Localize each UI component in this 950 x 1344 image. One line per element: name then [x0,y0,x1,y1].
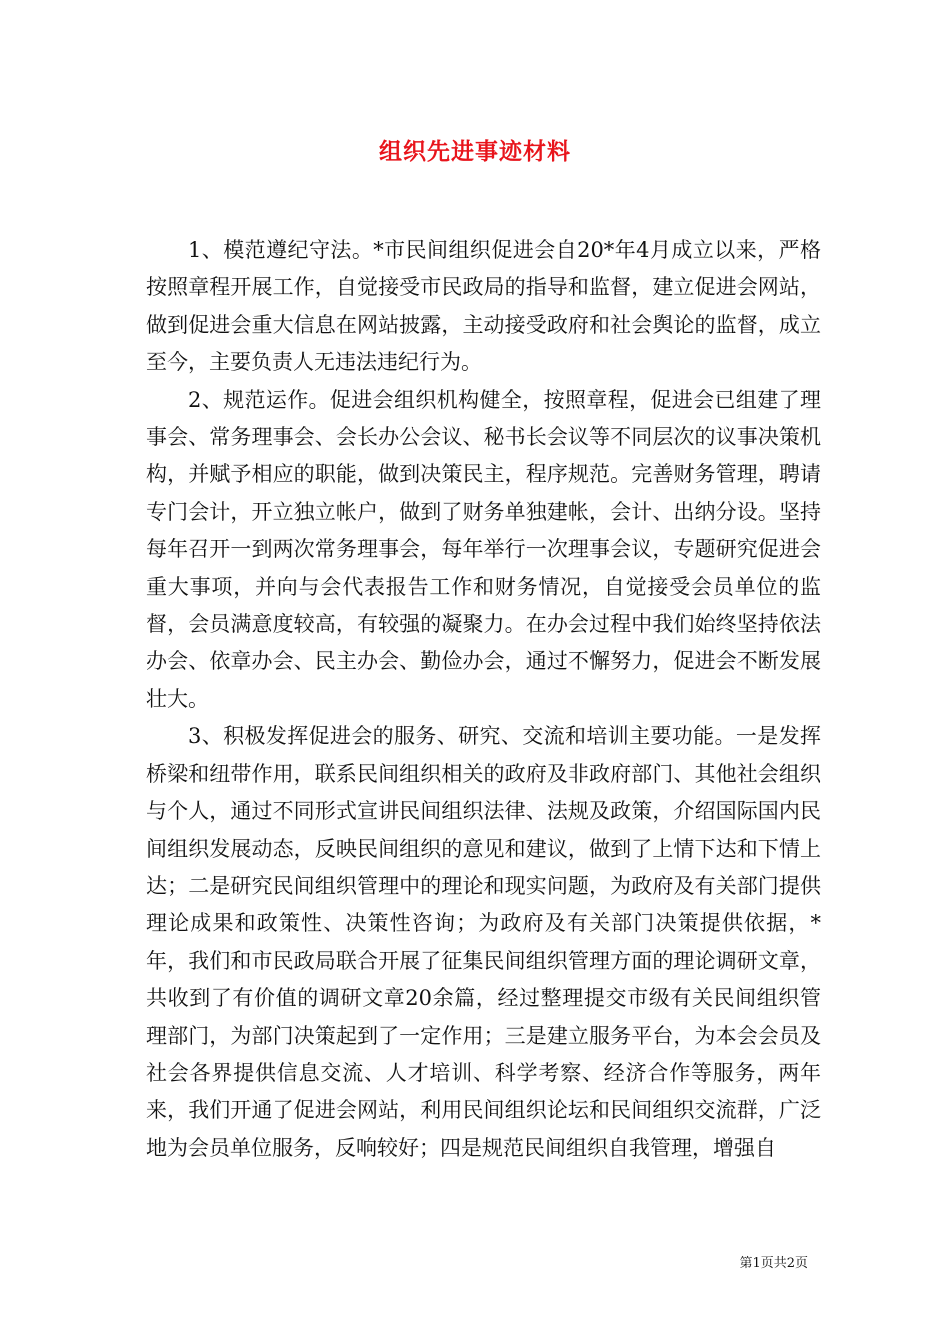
paragraph-3: 3、积极发挥促进会的服务、研究、交流和培训主要功能。一是发挥桥梁和纽带作用，联系民间组织相关的政府及非政府部门、其他社会组织与个人，通过不同形式宣讲民间组织法律、法规及政策，介绍国际国内民间组织发展动态，反映民间组织的意见和建议，做到了上情下达和下情上达；二是研究民间组织管理中的理论和现实问题，为政府及有关部门提供理论成果和政策性、决策性咨询；为政府及有关部门决策提供依据，*年，我们和市民政局联合开展了征集民间组织管理方面的理论调研文章，共收到了有价值的调研文章20余篇，经过整理提交市级有关民间组织管理部门，为部门决策起到了一定作用；三是建立服务平台，为本会会员及社会各界提供信息交流、人才培训、科学考察、经济合作等服务，两年来，我们开通了促进会网站，利用民间组织论坛和民间组织交流群，广泛地为会员单位服务，反响较好；四是规范民间组织自我管理，增强自 [146,724,821,1160]
paragraph-2: 2、规范运作。促进会组织机构健全，按照章程，促进会已组建了理事会、常务理事会、会长办公会议、秘书长会议等不同层次的议事决策机构，并赋予相应的职能，做到决策民主，程序规范。完善财务管理，聘请专门会计，开立独立帐户，做到了财务单独建帐，会计、出纳分设。坚持每年召开一到两次常务理事会，每年举行一次理事会议，专题研究促进会重大事项，并向与会代表报告工作和财务情况，自觉接受会员单位的监督，会员满意度较高，有较强的凝聚力。在办会过程中我们始终坚持依法办会、依章办会、民主办会、勤俭办会，通过不懈努力，促进会不断发展壮大。 [146,387,821,711]
document-title: 组织先进事迹材料 [379,138,571,165]
page-number-footer: 第1页共2页 [739,1256,808,1271]
paragraph-1: 1、模范遵纪守法。*市民间组织促进会自20*年4月成立以来，严格按照章程开展工作，自觉接受市民政局的指导和监督，建立促进会网站，做到促进会重大信息在网站披露，主动接受政府和社会舆论的监督，成立至今，主要负责人无违法违纪行为。 [146,238,821,375]
document-body [146,232,821,1167]
